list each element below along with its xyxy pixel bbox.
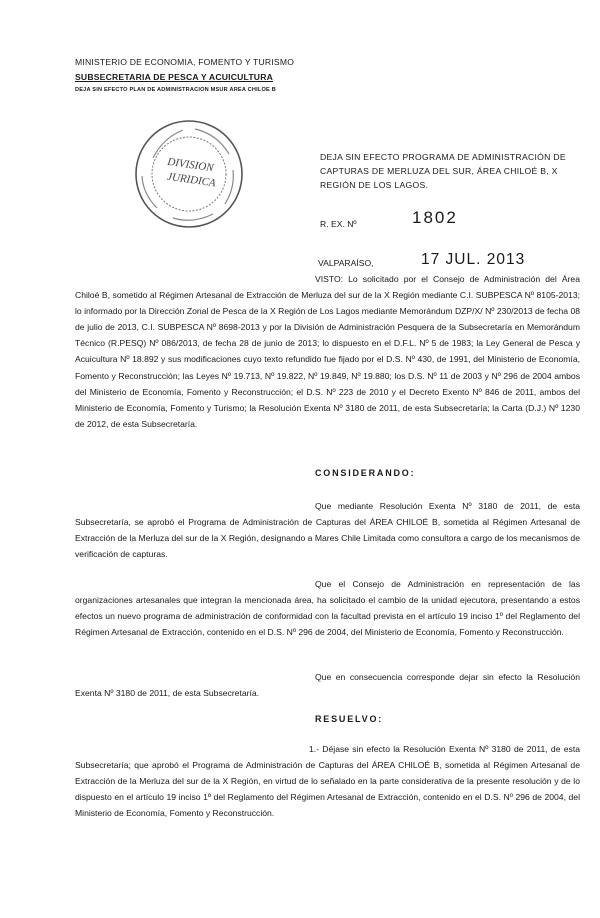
considerando-text-3: Que en consecuencia corresponde dejar sin efecto la Resolución Exenta Nº 3180 de 2011, de esta Subsecretaría. <box>75 672 580 699</box>
considerando-paragraph-2 <box>75 576 580 640</box>
document-reference: DEJA SIN EFECTO PLAN DE ADMINISTRACION MSUR AREA CHILOE B <box>75 87 276 93</box>
resolution-subject: DEJA SIN EFECTO PROGRAMA DE ADMINISTRACIÓN DE CAPTURAS DE MERLUZA DEL SUR, ÁREA CHILOÉ B, X REGIÓN DE LOS LAGOS. <box>320 152 566 190</box>
division-juridica-stamp <box>133 118 245 230</box>
resuelvo-paragraph-1 <box>75 741 580 821</box>
considerando-paragraph-3 <box>75 669 580 701</box>
considerando-text-1: Que mediante Resolución Exenta Nº 3180 de 2011, de esta Subsecretaría, se aprobó el Programa de Administración de Capturas del ÁREA CHILOÉ B, sometida al Régimen Artesanal de Extracción de la Merluza del sur de la X Región, designando a Mares Chile Limitada como consultora a cargo de los mecanismos de verificación de capturas. <box>75 501 580 560</box>
resolution-date: 17 JUL. 2013 <box>421 251 526 268</box>
subsecretaria-name: SUBSECRETARIA DE PESCA Y ACUICULTURA <box>75 72 274 82</box>
visto-paragraph <box>75 271 580 432</box>
considerando-heading: CONSIDERANDO: <box>315 468 416 478</box>
stamp-line-2: JURIDICA <box>166 170 217 190</box>
stamp-line-1: DIVISION <box>166 155 215 175</box>
ministry-name: MINISTERIO DE ECONOMIA, FOMENTO Y TURISMO <box>75 57 295 67</box>
considerando-text-2: Que el Consejo de Administración en representación de las organizaciones artesanales que integran la mencionada área, ha solicitado el cambio de la unidad ejecutora, presentando a estos efectos un nuevo programa de administración de conformidad con la facultad prevista en el artículo 19 inciso 1º del Reglamento del Régimen Artesanal de Extracción, contenido en el D.S. Nº 296 de 2004, del Ministerio de Economía, Fomento y Reconstrucción. <box>75 579 580 638</box>
resolution-label: R. EX. Nº <box>320 219 357 229</box>
visto-text: VISTO: Lo solicitado por el Consejo de Administración del Área Chiloé B, sometido al Régimen Artesanal de Extracción de Merluza del sur de la X Región mediante C.I. SUBPESCA Nº 8105-2013; lo informado por la Dirección Zonal de Pesca de la X Región de Los Lagos mediante Memorándum DZP/X/ Nº 230/2013 de fecha 08 de julio de 2013, C.I. SUBPESCA Nº 8698-2013 y por la División de Administración Pesquera de la Subsecretaría en Memorándum Técnico (R.PESQ) Nº 086/2013, de fecha 28 de junio de 2013; lo dispuesto en el D.F.L. Nº 5 de 1983; la Ley General de Pesca y Acuicultura Nº 18.892 y sus modificaciones cuyo texto refundido fue fijado por el D.S. Nº 430, de 1991, del Ministerio de Economía, Fomento y Reconstrucción; las Leyes Nº 19.713, Nº 19.822, Nº 19.849, Nº 19.880; los D.S. Nº 11 de 2003 y Nº 296 de 2004 ambos del Ministerio de Economía, Fomento y Reconstrucción; el D.S. Nº 223 de 2010 y el Decreto Exento Nº 846 de 2011, ambos del Ministerio de Economía, Fomento y Turismo; la Resolución Exenta Nº 3180 de 2011, de esta Subsecretaría; la Carta (D.J.) Nº 1230 de 2012, de esta Subsecretaría. <box>75 274 580 429</box>
resolution-number: 1802 <box>412 208 458 227</box>
considerando-paragraph-1 <box>75 498 580 562</box>
place: VALPARAÍSO, <box>318 258 374 268</box>
resuelvo-heading: RESUELVO: <box>315 714 384 724</box>
resuelvo-text-1: 1.- Déjase sin efecto la Resolución Exenta Nº 3180 de 2011, de esta Subsecretaría; que aprobó el Programa de Administración de Capturas del ÁREA CHILOÉ B, sometida al Régimen Artesanal de Extracción de la Merluza del sur de la X Región, en virtud de lo señalado en la parte considerativa de la presente resolución y de lo dispuesto en el artículo 19 inciso 1º del Reglamento del Régimen Artesanal de Extracción, contenido en el D.S. Nº 296 de 2004, del Ministerio de Economía, Fomento y Reconstrucción. <box>75 744 580 819</box>
